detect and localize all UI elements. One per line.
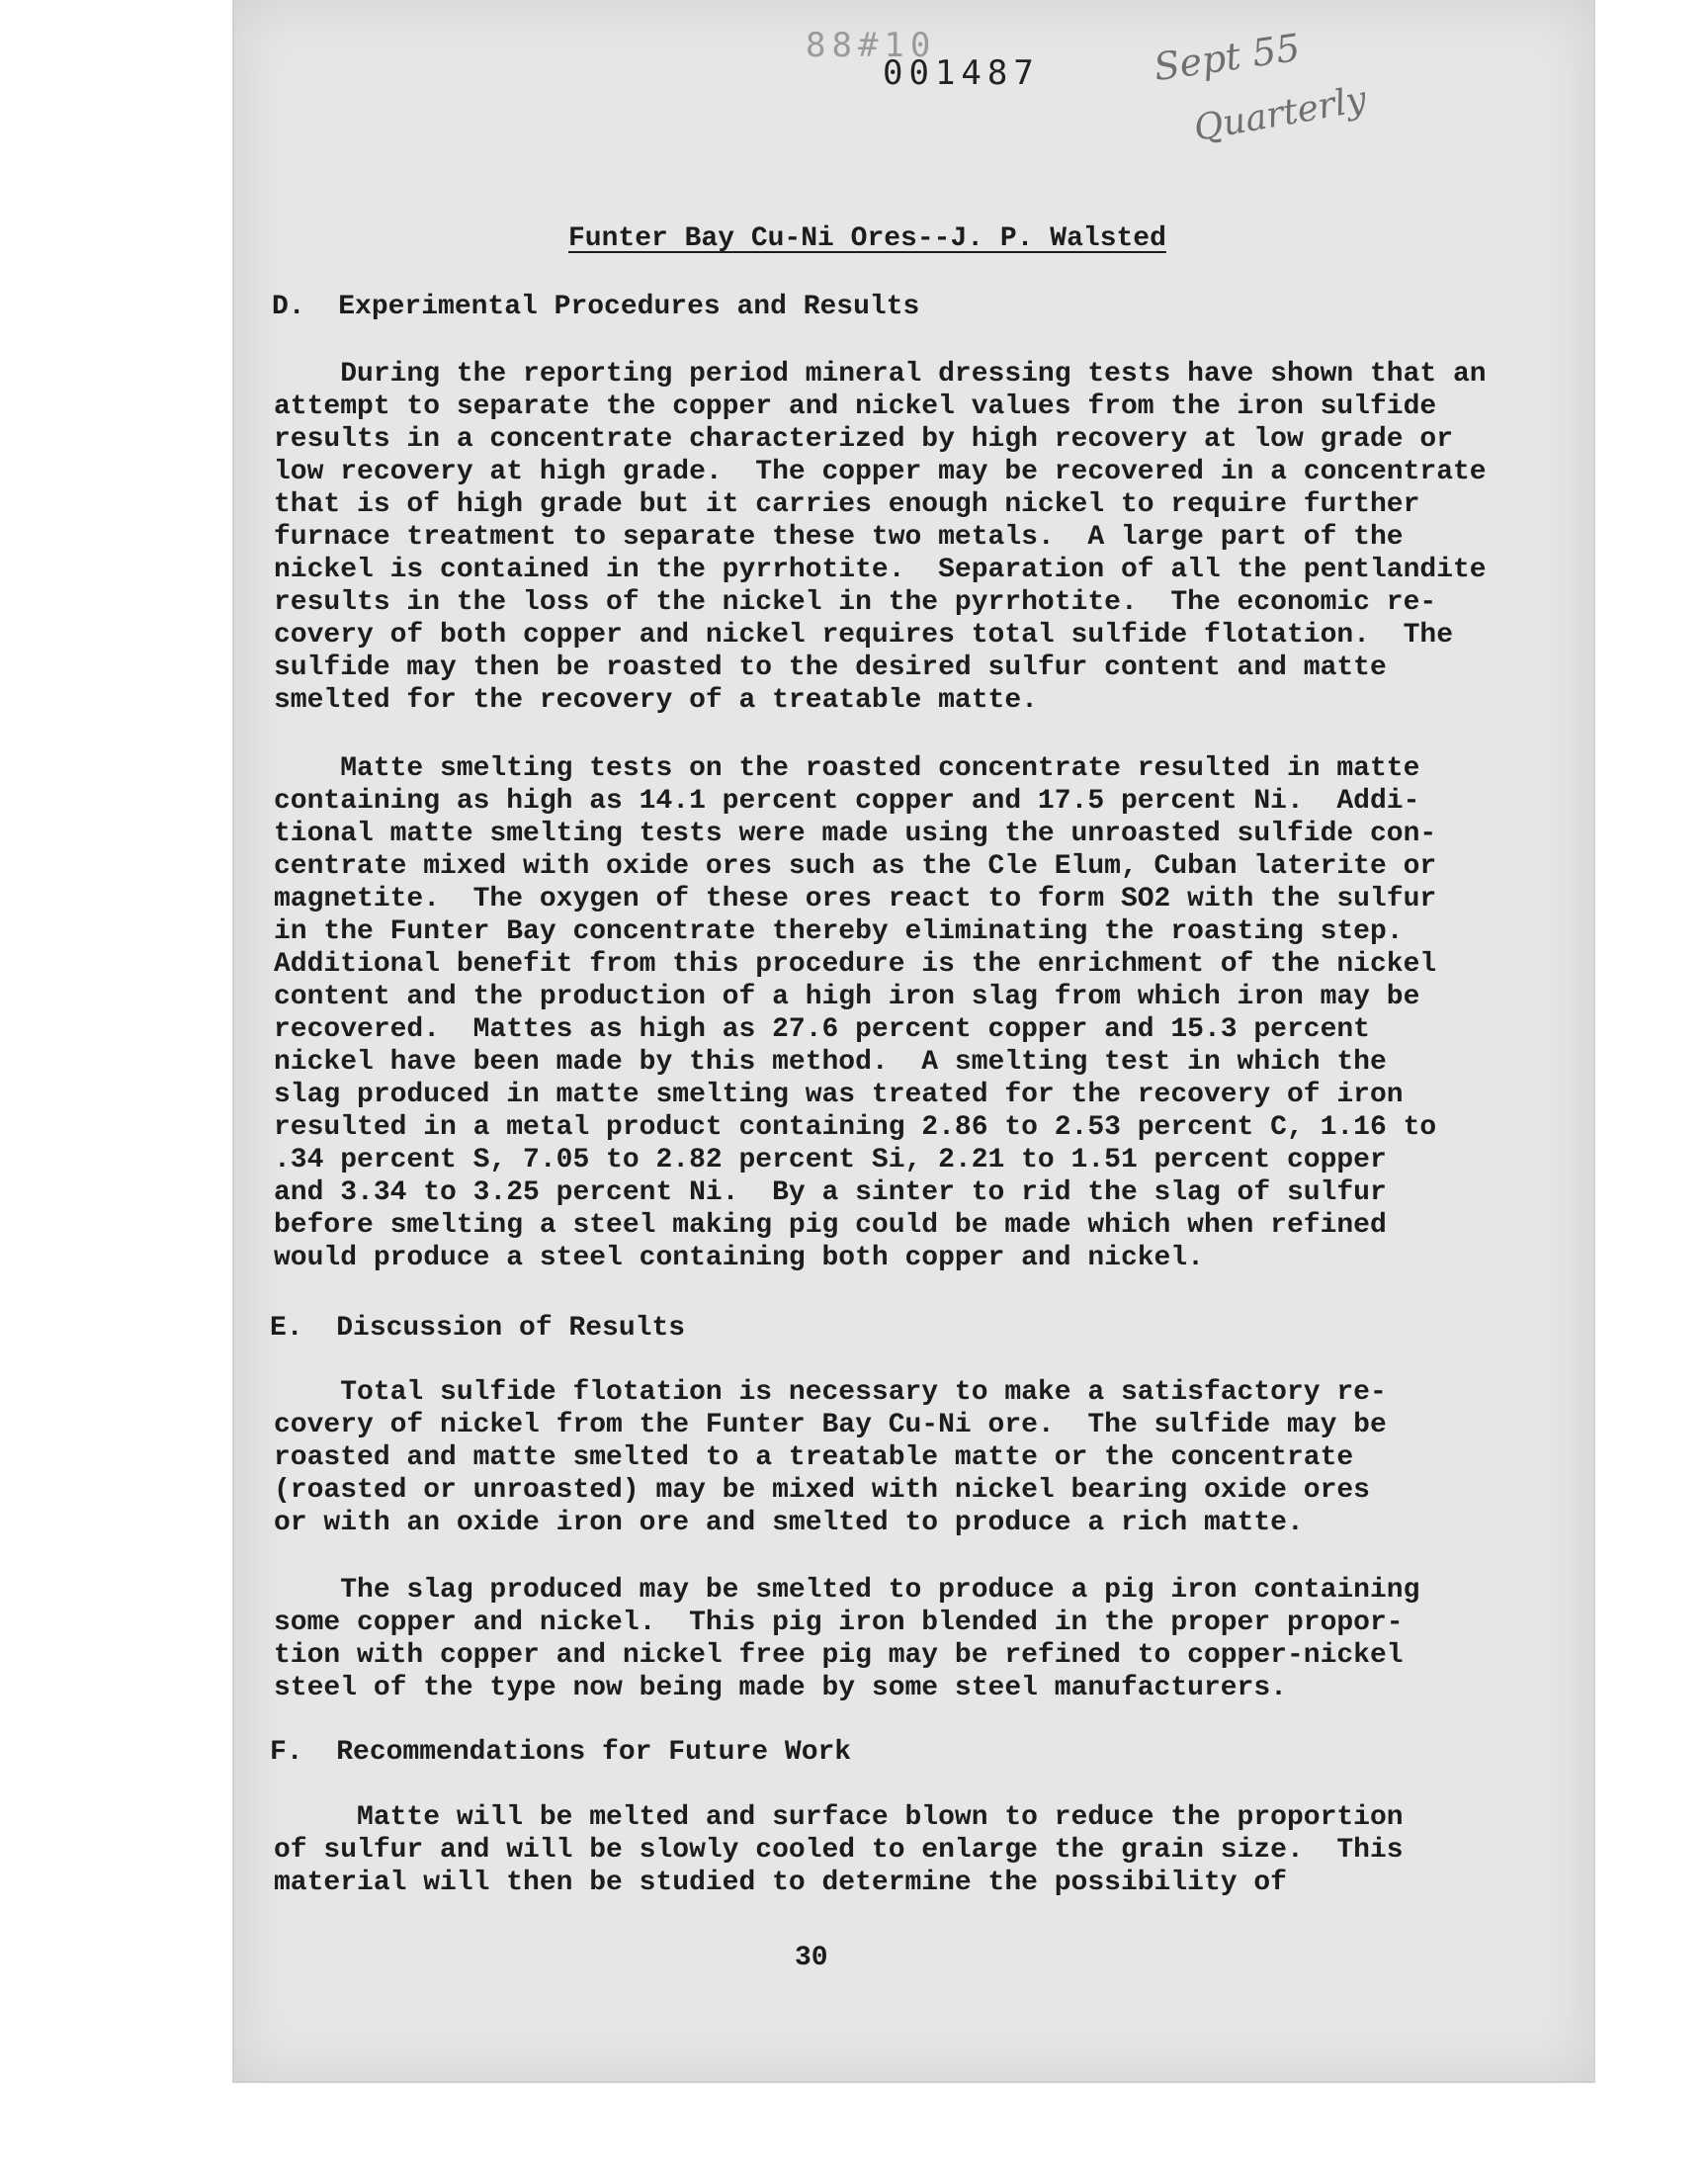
document-number-stamp bbox=[806, 26, 1040, 93]
paragraph-e-1: Total sulfide flotation is necessary to make a satisfactory re- covery of nickel from the Funter Bay Cu-Ni ore. The sulfide may be roasted and matte smelted to a treatable matte or the concentrate (roasted or unroasted) may be mixed with nickel bearing oxide ores or with an oxide iron ore and smelted to produce a rich matte. bbox=[274, 1377, 1387, 1538]
section-heading-f: F. Recommendations for Future Work bbox=[270, 1737, 852, 1768]
paragraph-f-1: Matte will be melted and surface blown to reduce the proportion of sulfur and will be slowly cooled to enlarge the grain size. This material will then be studied to determine the possibility of bbox=[274, 1802, 1404, 1898]
faint-stamp-number: 88#10 bbox=[806, 26, 937, 65]
paragraph-e-2: The slag produced may be smelted to produce a pig iron containing some copper and nickel. This pig iron blended in the proper propor- tion with copper and nickel free pig may be refined to copper-nickel steel of the type now being made by some steel manufacturers. bbox=[274, 1575, 1420, 1703]
handwritten-note: Quarterly bbox=[1190, 79, 1370, 149]
document-title: Funter Bay Cu-Ni Ores--J. P. Walsted bbox=[568, 223, 1166, 254]
section-heading-d: D. Experimental Procedures and Results bbox=[272, 292, 920, 322]
handwritten-date: Sept 55 bbox=[1151, 25, 1303, 90]
document-page bbox=[232, 0, 1595, 2083]
section-heading-e: E. Discussion of Results bbox=[270, 1313, 686, 1344]
stamp-number: 001487 bbox=[883, 53, 1040, 93]
paragraph-d-2: Matte smelting tests on the roasted concentrate resulted in matte containing as high as 14.1 percent copper and 17.5 percent Ni. Addi- tional matte smelting tests were made using the unroasted sulfide con- centrate mixed with oxide ores such as the Cle Elum, Cuban laterite or magnetite. The oxygen of these ores react to form SO2 with the sulfur in the Funter Bay concentrate thereby eliminating the roasting step. Additional benefit from this procedure is the enrichment of the nickel content and the production of a high iron slag from which iron may be recovered. Mattes as high as 27.6 percent copper and 15.3 percent nickel have been made by this method. A smelting test in which the slag produced in matte smelting was treated for the recovery of iron resulted in a metal product containing 2.86 to 2.53 percent C, 1.16 to .34 percent S, 7.05 to 2.82 percent Si, 2.21 to 1.51 percent copper and 3.34 to 3.25 percent Ni. By a sinter to rid the slag of sulfur before smelting a steel making pig could be made which when refined would produce a steel containing both copper and nickel. bbox=[274, 753, 1437, 1273]
page-number: 30 bbox=[795, 1943, 828, 1973]
paragraph-d-1: During the reporting period mineral dressing tests have shown that an attempt to separate the copper and nickel values from the iron sulfide results in a concentrate characterized by high recovery at low grade or low recovery at high grade. The copper may be recovered in a concentrate that is of high grade but it carries enough nickel to require further furnace treatment to separate these two metals. A large part of the nickel is contained in the pyrrhotite. Separation of all the pentlandite results in the loss of the nickel in the pyrrhotite. The economic re- covery of both copper and nickel requires total sulfide flotation. The sulfide may then be roasted to the desired sulfur content and matte smelted for the recovery of a treatable matte. bbox=[274, 359, 1487, 716]
